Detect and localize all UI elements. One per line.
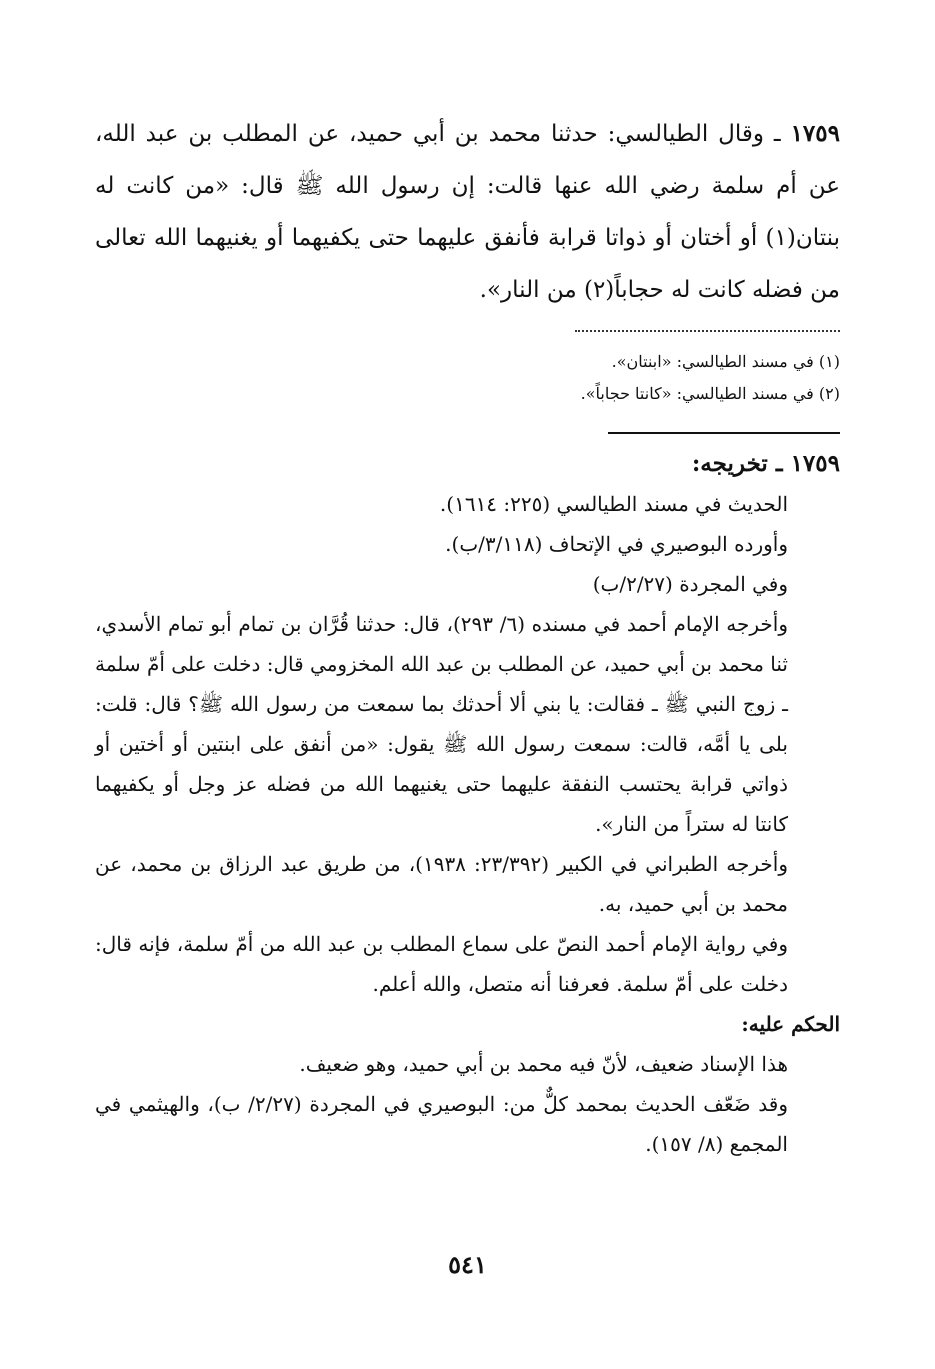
footnotes bbox=[95, 346, 840, 410]
takhrij-section bbox=[95, 484, 840, 1164]
hadith-body: ـ وقال الطيالسي: حدثنا محمد بن أبي حميد، عن المطلب بن عبد الله، عن أم سلمة رضي الله عنها قالت: إن رسول الله ﷺ قال: «من كانت له بنتان(١) أو أختان أو ذواتا قرابة فأنفق عليهما حتى يكفيهما أو يغنيهما الله تعالى من فضله كانت له حجاباً(٢) من النار». bbox=[95, 121, 840, 303]
footnote-2: (٢) في مسند الطيالسي: «كانتا حجاباً». bbox=[580, 384, 840, 403]
hadith-number: ١٧٥٩ bbox=[790, 120, 840, 147]
takhrij-line-2: وأورده البوصيري في الإتحاف (٣/١١٨/ب). bbox=[445, 532, 788, 556]
takhrij-heading: ١٧٥٩ ـ تخريجه: bbox=[691, 450, 840, 477]
footnote-separator bbox=[575, 330, 840, 332]
takhrij-line-1: الحديث في مسند الطيالسي (٢٢٥: ١٦١٤). bbox=[439, 492, 788, 516]
hadith-text bbox=[95, 108, 840, 316]
takhrij-paragraph-3: وفي رواية الإمام أحمد النصّ على سماع المطلب بن عبد الله من أمّ سلمة، فإنه قال: دخلت على أمّ سلمة. فعرفنا أنه متصل، والله أعلم. bbox=[95, 932, 788, 996]
hukm-paragraph-1: هذا الإسناد ضعيف، لأنّ فيه محمد بن أبي حميد، وهو ضعيف. bbox=[299, 1052, 788, 1076]
hukm-paragraph-2: وقد ضَعّف الحديث بمحمد كلٌّ من: البوصيري في المجردة (٢/٢٧/ ب)، والهيثمي في المجمع (٨/ ١٥٧). bbox=[95, 1092, 788, 1156]
footnote-1: (١) في مسند الطيالسي: «ابنتان». bbox=[611, 352, 840, 371]
takhrij-line-3: وفي المجردة (٢/٢٧/ب) bbox=[592, 572, 788, 596]
hukm-heading: الحكم عليه: bbox=[741, 1012, 840, 1036]
page-content bbox=[95, 108, 840, 1164]
takhrij-paragraph-1: وأخرجه الإمام أحمد في مسنده (٦/ ٢٩٣)، قال: حدثنا قُرَّان بن تمام أبو تمام الأسدي، ثنا محمد بن أبي حميد، عن المطلب بن عبد الله المخزومي قال: دخلت على أمّ سلمة ـ زوج النبي ﷺ ـ فقالت: يا بني ألا أحدثك بما سمعت من رسول الله ﷺ؟ قال: قلت: بلى يا أمَّه، قالت: سمعت رسول الله ﷺ يقول: «من أنفق على ابنتين أو أختين أو ذواتي قرابة يحتسب النفقة عليهما حتى يغنيهما الله من فضله عز وجل أو يكفيهما كانتا له ستراً من النار». bbox=[94, 612, 788, 836]
section-divider bbox=[608, 432, 840, 434]
page-number: ٥٤١ bbox=[448, 1250, 487, 1279]
takhrij-paragraph-2: وأخرجه الطبراني في الكبير (٢٣/٣٩٢: ١٩٣٨)، من طريق عبد الرزاق بن محمد، عن محمد بن أبي حميد، به. bbox=[95, 852, 788, 916]
